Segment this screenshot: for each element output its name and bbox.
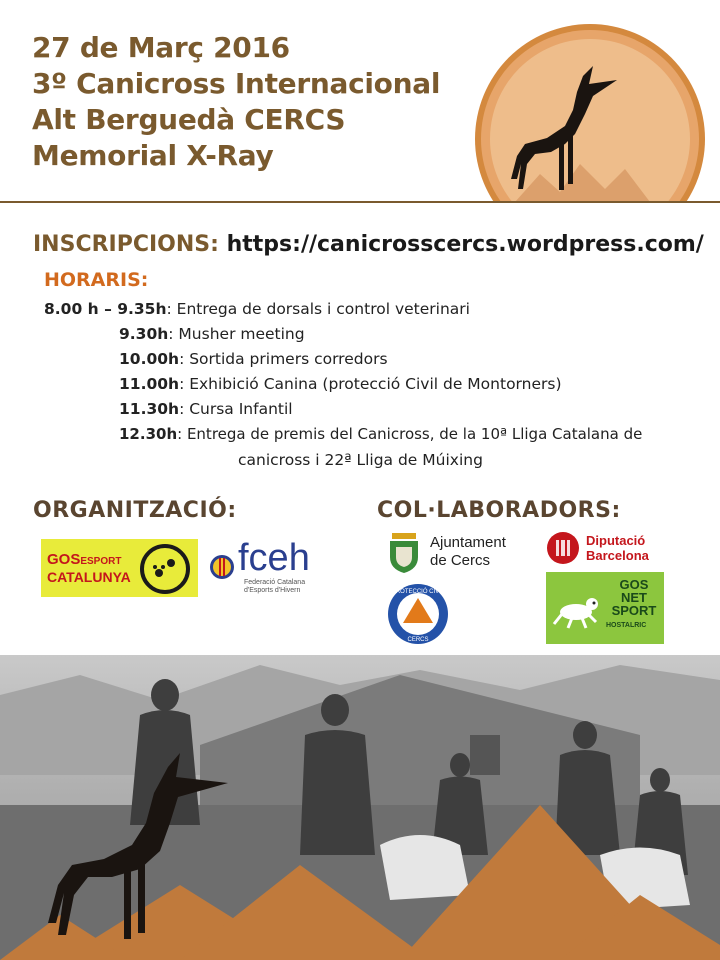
header-divider xyxy=(0,201,720,203)
schedule-time: 11.00h xyxy=(119,375,180,393)
gosnet-l2: NET xyxy=(621,590,647,605)
ajuntament-logo xyxy=(386,531,526,576)
gosnet-l1: GOS xyxy=(619,577,649,592)
running-dog-icon xyxy=(552,590,602,630)
organitzacio-heading: ORGANITZACIÓ: xyxy=(33,498,237,523)
schedule-text: : Cursa Infantil xyxy=(179,400,293,418)
gosnet-l3: SPORT xyxy=(611,603,657,618)
schedule-item-3 xyxy=(119,372,562,397)
inscriptions-url[interactable]: https://canicrosscercs.wordpress.com/ xyxy=(226,232,704,257)
inscriptions-label: INSCRIPCIONS: xyxy=(33,232,219,257)
gos-esport-line1b: ESPORT xyxy=(80,556,122,567)
schedule-item-4 xyxy=(119,397,293,422)
gosnet-l4: HOSTALRIC xyxy=(606,622,647,629)
schedule-text: : Exhibició Canina (protecció Civil de Montorners) xyxy=(179,375,562,393)
title-line-date: 27 de Març 2016 xyxy=(32,31,290,64)
schedule-time: 12.30h xyxy=(119,425,178,443)
fceh-name: fceh xyxy=(238,537,310,579)
title-line-memorial: Memorial X-Ray xyxy=(32,139,274,172)
title-line-event: 3º Canicross Internacional xyxy=(32,67,441,100)
schedule-text: : Sortida primers corredors xyxy=(179,350,388,368)
schedule-item-1 xyxy=(119,322,305,347)
schedule-continuation: canicross i 22ª Lliga de Múixing xyxy=(238,451,483,469)
schedule-item-0 xyxy=(44,297,470,322)
ajuntament-line2: de Cercs xyxy=(430,552,491,569)
event-title xyxy=(32,30,440,174)
schedule-item-5 xyxy=(119,422,642,447)
diputacio-line1: Diputació xyxy=(586,533,646,548)
gos-esport-line2: CATALUNYA xyxy=(47,569,131,585)
ajuntament-line1: Ajuntament xyxy=(430,534,506,551)
fceh-logo xyxy=(208,539,333,599)
schedule-time: 8.00 h – 9.35h xyxy=(44,300,167,318)
title-line-location: Alt Berguedà CERCS xyxy=(32,103,346,136)
fceh-sub1: Federació Catalana xyxy=(244,579,306,586)
diputacio-line2: Barcelona xyxy=(586,548,649,563)
schedule-text: : Musher meeting xyxy=(168,325,305,343)
schedule-time: 11.30h xyxy=(119,400,180,418)
paw-prints-icon xyxy=(139,543,191,595)
schedule-text: : Entrega de dorsals i control veterinari xyxy=(166,300,470,318)
gos-esport-line1: GOS xyxy=(47,551,81,568)
fceh-sub2: d'Esports d'Hivern xyxy=(244,587,301,594)
schedule-item-2 xyxy=(119,347,388,372)
inscriptions-line xyxy=(33,232,704,257)
fceh-emblem-icon xyxy=(208,553,236,581)
gos-esport-logo xyxy=(41,539,198,597)
schedule-time: 9.30h xyxy=(119,325,169,343)
proteccio-top-text: PROTECCIÓ CIVIL xyxy=(391,589,445,595)
horaris-heading: HORARIS: xyxy=(44,269,149,291)
gos-net-sport-logo xyxy=(546,572,664,644)
proteccio-bottom-text: CERCS xyxy=(407,637,429,643)
diputacio-emblem-icon xyxy=(546,531,580,565)
schedule-time: 10.00h xyxy=(119,350,180,368)
diputacio-logo xyxy=(546,531,666,567)
race-photo xyxy=(0,655,720,960)
collaboradors-heading: COL·LABORADORS: xyxy=(377,498,621,523)
proteccio-civil-logo xyxy=(385,583,451,645)
schedule-text: : Entrega de premis del Canicross, de la 10ª Lliga Catalana de xyxy=(177,425,643,443)
sun-dog-logo xyxy=(465,14,715,204)
ajuntament-shield-icon xyxy=(386,531,422,575)
